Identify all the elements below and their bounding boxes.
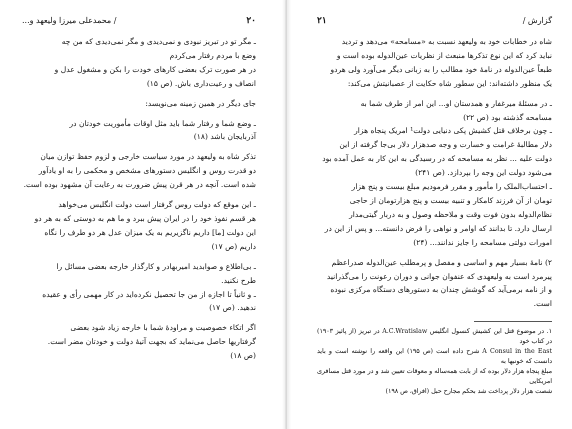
left-line: ندهید. (ص ۱۷) [209,303,256,313]
right-line: ارسال دارد. تا بدانند که اوامر و نواهی را فرض دانسته... و پس از این در [324,223,552,233]
right-line: شاه در خطابات خود به ولیعهد نسبت به «مسامحه» می‌دهد و تردید [341,37,552,46]
left-line: ـ مگر تو در تبریز نبودی و نمی‌دیدی و مگر نمی‌دیدی که من چه [61,37,256,46]
right-line: مسامحه گذشته بود (ص ۲۲) [463,112,552,122]
left-line: ـ و ثانیاً تا اجازه از من جا تحصیل نکرده‌اید در کار مهمی رأی و عقیده [42,289,256,299]
right-line: نظام‌الدوله بدون فوت وقت و ملاحظه وصول و به دربار گیتی‌مدار [349,209,552,219]
left-line: انصاف و رعیت‌داری باش. (ص ۱۵) [146,78,256,88]
left-line: هر قسم نفوذ خود را در ایران پیش ببرد و ما هم به دوستی که به هر دو [34,213,256,223]
left-line: دو قدرت روس و انگلیس دستورهای مشخص و محکمی را به او یادآور [38,166,256,176]
right-page [286,0,572,429]
right-running-head: گزارش / [522,16,552,25]
left-line: اگر اتکاء خصوصیت و مراودهٔ شما با خارجه زیاد شود بعضی [70,323,256,333]
left-page-number: ۲۰ [246,16,256,26]
left-line: ـ وضع شما و رفتار شما باید مثل اوقات مأموریت خودتان در [69,118,256,128]
footnote-line: A Consul in the East شرح داده است (ص ۱۹۵) این واقعه را نوشته است و باید دانست که خونبها به [317,348,552,366]
footnote-rule [474,321,552,322]
footnote-line: ۱. در موضوع قتل این کشیش کنسول انگلیس A.C.Wratislaw در تبریز (از پائیز ۱۹۰۳) در کتاب خود [317,328,552,346]
left-line: آذربایجان باشد (۱۸) [193,132,256,142]
left-line: جای دیگر در همین زمینه می‌نویسد: [145,98,256,108]
right-line: ـ احتساب‌الملک را مأمور و مقرر فرمودیم مبلغ بیست و پنج هزار [351,182,552,192]
footnote-line: مبلغ پنجاه هزار دلار بوده که از بابت همه‌ساله و معوقات تعیین شد و در مورد قتل مسافری امریکایی [317,368,552,386]
right-line: نباید کرد که این نوع تذکرها منبعث از نظریات عین‌الدوله بوده است و [336,50,552,60]
left-line: ـ بی‌اطلاع و صوابدید امیربهادر و کارگذار خارجه بعضی مسائل را [56,261,256,271]
right-line: طبعاً عین‌الدوله در نامهٔ خود مطالب را به زبانی دیگر می‌آورد ولی هردو [330,64,552,74]
left-line: در هر صورت ترک بعضی کارهای خودت را بکن و مشغول عدل و [54,64,256,74]
footnote-line: شصت هزار دلار پرداخت شد بحکم مجارح حبل (افراق، ص ۱۹۸) [385,388,552,396]
right-line: تومان از آن فرزند کامکار و تنبیه بیست و پنج هزارتومان از حاجی [349,195,552,205]
right-line: دلار مطالبهٔ غرامت و خسارت و وجه صدهزار دلار بی‌جا گرفته از این [339,140,552,150]
right-line: است. [533,299,552,309]
left-line: تذکر شاه به ولیعهد در مورد سیاست خارجی و لزوم حفظ توازن میان [40,152,256,162]
left-running-head: / محمدعلی میرزا ولیعهد و... [22,16,117,25]
right-line: و از نامه برمی‌آید که گوشش چندان به دستورهای دستگاه مرکزی نبوده [330,285,552,295]
right-page-content [287,0,572,429]
left-line: ـ این موقع که دولت روس گرفتار است دولت انگلیس می‌خواهد [58,200,256,210]
right-line: ـ چون برخلاف قتل کشیش پکی دنیایی دولت¹ امریک پنجاه هزار [354,126,552,136]
left-line: داریم (ص ۱۷) [211,241,256,251]
left-line: این دولت [ما] داریم ناگزیریم به یک میزان عدل هر دو طرف را نگاه [44,227,256,237]
right-line: ۲) نامهٔ بسیار مهم و اساسی و مفصل و پرمطلب عین‌الدوله صدراعظم [331,257,552,267]
right-line: دولت علیه ... نظر به مسامحه که در رسیدگی به این کار به عمل آمده بود [322,154,552,164]
right-page-number: ۲۱ [317,16,327,26]
left-line: طرح نکنید. [221,275,256,285]
right-line: امورات دولتی مسامحه را جایز ندانند... (۲۴) [413,237,552,247]
right-line: ـ در مسئلهٔ میرغفار و همدستان او... این امر از طرف شما به [360,98,552,108]
right-line: پیرمرد است به ولیعهدی که عنفوان جوانی و دوران رعونت را می‌گذرانید [326,271,552,281]
left-line: شده است. آنچه در هر قرن پیش ضرورت به رعایت آن مشهود بوده است. [23,180,256,190]
right-line: یک منظور داشته‌اند: این سطور شاه حکایت از عصبانیتش می‌کند: [347,78,552,88]
left-line: (ص ۱۸) [230,351,256,361]
right-line: می‌شود دولت این وجه را بپردازد. (ص ۲۴۱) [415,168,552,178]
left-line: وضع با مردم رفتار می‌کردم [169,50,256,60]
left-page-header [22,16,256,26]
right-page-header [317,16,552,26]
left-line: گرفتاریها حاصل می‌نماید که بجهت آتیهٔ دولت و خودتان مضر است. [47,337,256,347]
